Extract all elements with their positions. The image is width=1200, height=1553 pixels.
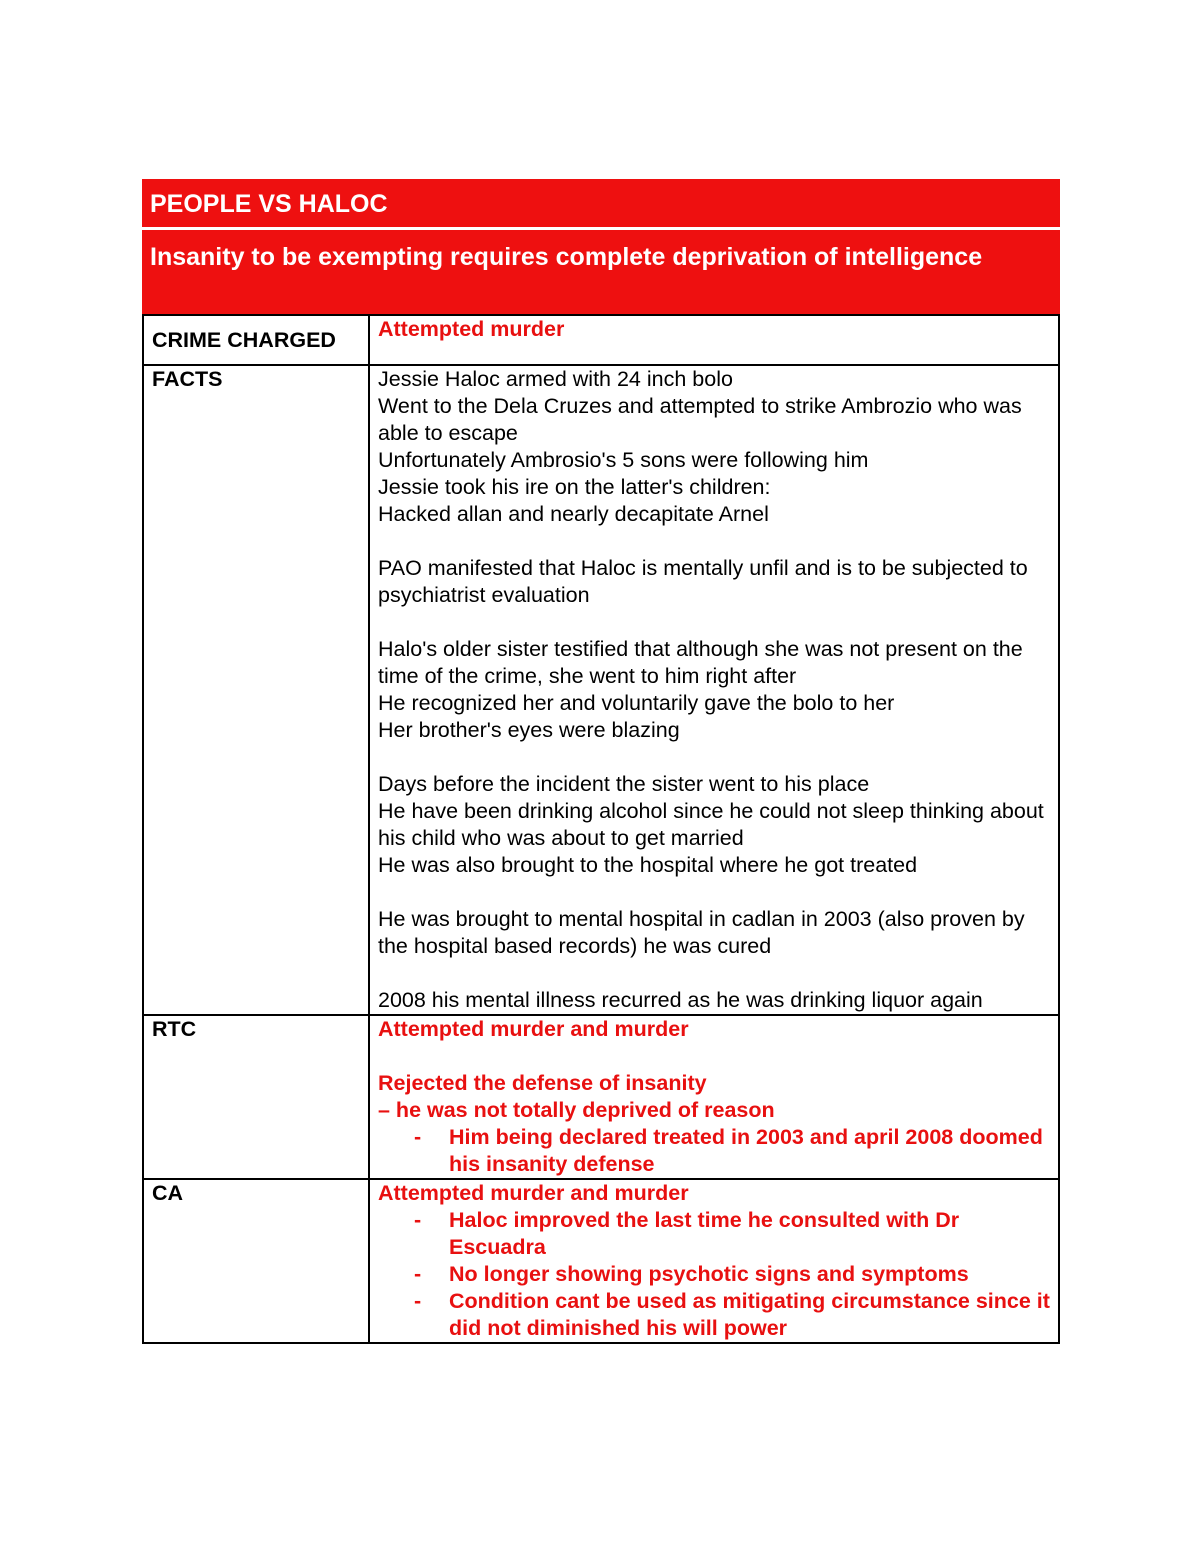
ca-bullet-text: Condition cant be used as mitigating circumstance since it did not diminished his will power [449, 1289, 1050, 1340]
dash-bullet-icon: - [414, 1262, 422, 1286]
facts-line: He was brought to mental hospital in cadlan in 2003 (also proven by the hospital based records) he was cured [378, 907, 1025, 958]
ca-bullet-text: No longer showing psychotic signs and symptoms [449, 1262, 969, 1286]
facts-line: PAO manifested that Haloc is mentally unfil and is to be subjected to psychiatrist evaluation [378, 556, 1028, 607]
rtc-reason: – he was not totally deprived of reason [378, 1098, 775, 1122]
case-title: PEOPLE VS HALOC [142, 179, 1060, 227]
list-item [378, 1261, 1050, 1288]
facts-line: Halo's older sister testified that although she was not present on the time of the crime, she went to him right after [378, 637, 1023, 688]
facts-line: Jessie took his ire on the latter's children: [378, 475, 771, 499]
rtc-verdict-block [378, 1016, 1050, 1043]
facts-line: Jessie Haloc armed with 24 inch bolo [378, 367, 733, 391]
facts-paragraph [378, 771, 1050, 879]
facts-line: 2008 his mental illness recurred as he was drinking liquor again [378, 988, 983, 1012]
facts-line: He recognized her and voluntarily gave the bolo to her [378, 691, 895, 715]
facts-paragraph [378, 906, 1050, 960]
list-item [378, 1207, 1050, 1261]
ca-label: CA [143, 1179, 369, 1343]
list-item [378, 1288, 1050, 1342]
dash-bullet-icon: - [414, 1208, 422, 1232]
facts-label: FACTS [143, 365, 369, 1015]
case-details [142, 314, 1060, 1344]
facts-line: Her brother's eyes were blazing [378, 718, 680, 742]
dash-bullet-icon: - [414, 1125, 422, 1149]
row-crime-charged [143, 315, 1059, 365]
row-facts [143, 365, 1059, 1015]
dash-bullet-icon: - [414, 1289, 422, 1313]
list-item [378, 1124, 1050, 1178]
rtc-content [369, 1015, 1059, 1179]
rtc-bullet-text: Him being declared treated in 2003 and april 2008 doomed his insanity defense [449, 1125, 1043, 1176]
facts-line: Unfortunately Ambrosio's 5 sons were following him [378, 448, 869, 472]
facts-paragraph [378, 636, 1050, 744]
rtc-bullets [378, 1124, 1050, 1178]
facts-paragraph [378, 366, 1050, 528]
rtc-label: RTC [143, 1015, 369, 1179]
facts-line: Went to the Dela Cruzes and attempted to strike Ambrozio who was able to escape [378, 394, 1022, 445]
facts-line: Days before the incident the sister went to his place [378, 772, 870, 796]
rtc-verdict: Attempted murder and murder [378, 1017, 689, 1041]
crime-charged-value: Attempted murder [369, 315, 1059, 365]
row-rtc [143, 1015, 1059, 1179]
case-digest-table [142, 179, 1060, 1344]
facts-paragraph [378, 987, 1050, 1014]
row-ca [143, 1179, 1059, 1343]
crime-charged-label: CRIME CHARGED [143, 315, 369, 365]
facts-line: Hacked allan and nearly decapitate Arnel [378, 502, 769, 526]
facts-paragraph [378, 555, 1050, 609]
ca-bullet-text: Haloc improved the last time he consulted with Dr Escuadra [449, 1208, 960, 1259]
facts-line: He was also brought to the hospital where he got treated [378, 853, 918, 877]
facts-line: He have been drinking alcohol since he could not sleep thinking about his child who was about to get married [378, 799, 1044, 850]
ca-bullets [378, 1207, 1050, 1342]
rtc-ruling-block [378, 1070, 1050, 1124]
ca-verdict: Attempted murder and murder [378, 1181, 689, 1205]
ca-content [369, 1179, 1059, 1343]
case-doctrine: Insanity to be exempting requires complete deprivation of intelligence [142, 230, 1060, 314]
facts-content [369, 365, 1059, 1015]
rtc-defense: Rejected the defense of insanity [378, 1071, 707, 1095]
